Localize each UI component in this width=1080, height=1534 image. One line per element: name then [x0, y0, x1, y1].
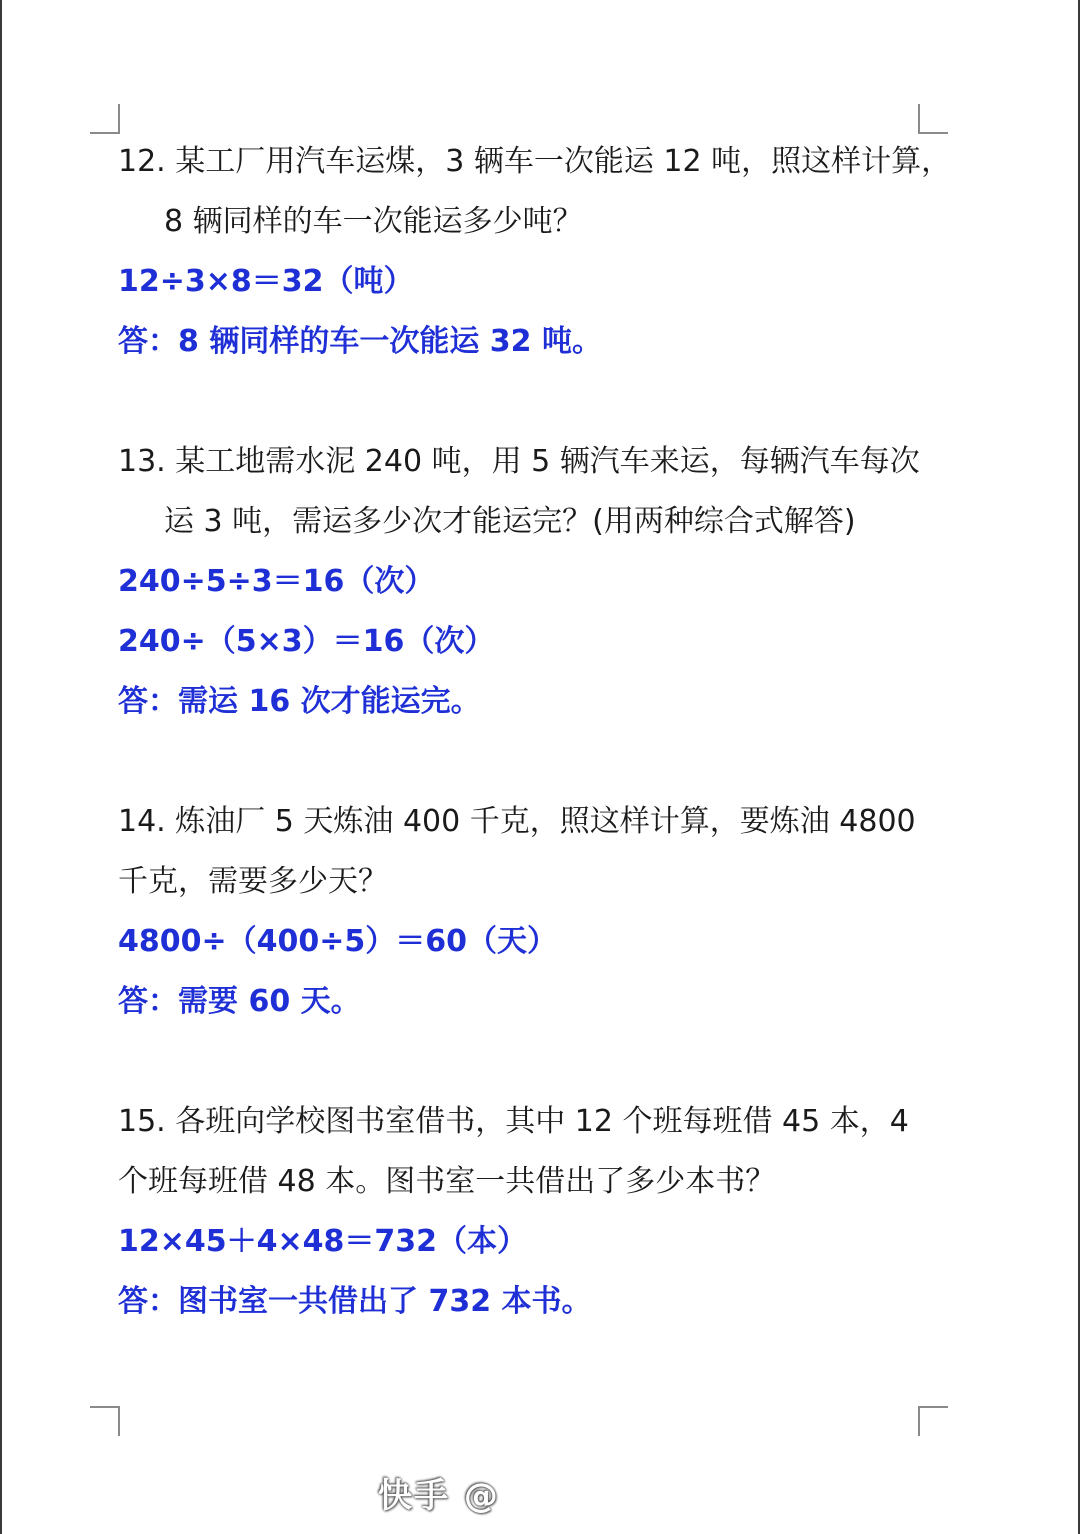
question-line: 14. 炼油厂 5 天炼油 400 千克，照这样计算，要炼油 4800: [118, 804, 916, 839]
document-body: [118, 132, 952, 1332]
corner-mark-top-left: [90, 104, 120, 134]
question-line: 13. 某工地需水泥 240 吨，用 5 辆汽车来运，每辆汽车每次: [118, 444, 920, 479]
question-line: 运 3 吨，需运多少次才能运完？(用两种综合式解答): [164, 504, 856, 539]
solution-line: 240÷5÷3＝16（次）: [118, 564, 435, 599]
problem-14: [118, 792, 928, 1032]
problem-13: [118, 432, 928, 732]
solution-line: 12×45＋4×48＝732（本）: [118, 1224, 528, 1259]
problem-12: [118, 132, 952, 372]
solution-line: 12÷3×8＝32（吨）: [118, 264, 414, 299]
answer-line: 答：需运 16 次才能运完。: [118, 684, 481, 719]
question-line: 12. 某工厂用汽车运煤，3 辆车一次能运 12 吨，照这样计算，: [118, 144, 952, 179]
question-line: 15. 各班向学校图书室借书，其中 12 个班每班借 45 本，4: [118, 1104, 909, 1139]
question-line: 8 辆同样的车一次能运多少吨？: [164, 204, 583, 239]
corner-mark-top-right: [918, 104, 948, 134]
answer-line: 答：需要 60 天。: [118, 984, 361, 1019]
solution-line: 4800÷（400÷5）＝60（天）: [118, 924, 558, 959]
question-line: 千克，需要多少天？: [118, 864, 388, 899]
problem-15: [118, 1092, 928, 1332]
question-line: 个班每班借 48 本。图书室一共借出了多少本书？: [118, 1164, 776, 1199]
corner-mark-bottom-left: [90, 1406, 120, 1436]
watermark: 快手 @: [378, 1476, 500, 1516]
page-edge-left: [0, 0, 2, 1534]
corner-mark-bottom-right: [918, 1406, 948, 1436]
answer-line: 答：8 辆同样的车一次能运 32 吨。: [118, 324, 602, 359]
solution-line: 240÷（5×3）＝16（次）: [118, 624, 495, 659]
answer-line: 答：图书室一共借出了 732 本书。: [118, 1284, 592, 1319]
